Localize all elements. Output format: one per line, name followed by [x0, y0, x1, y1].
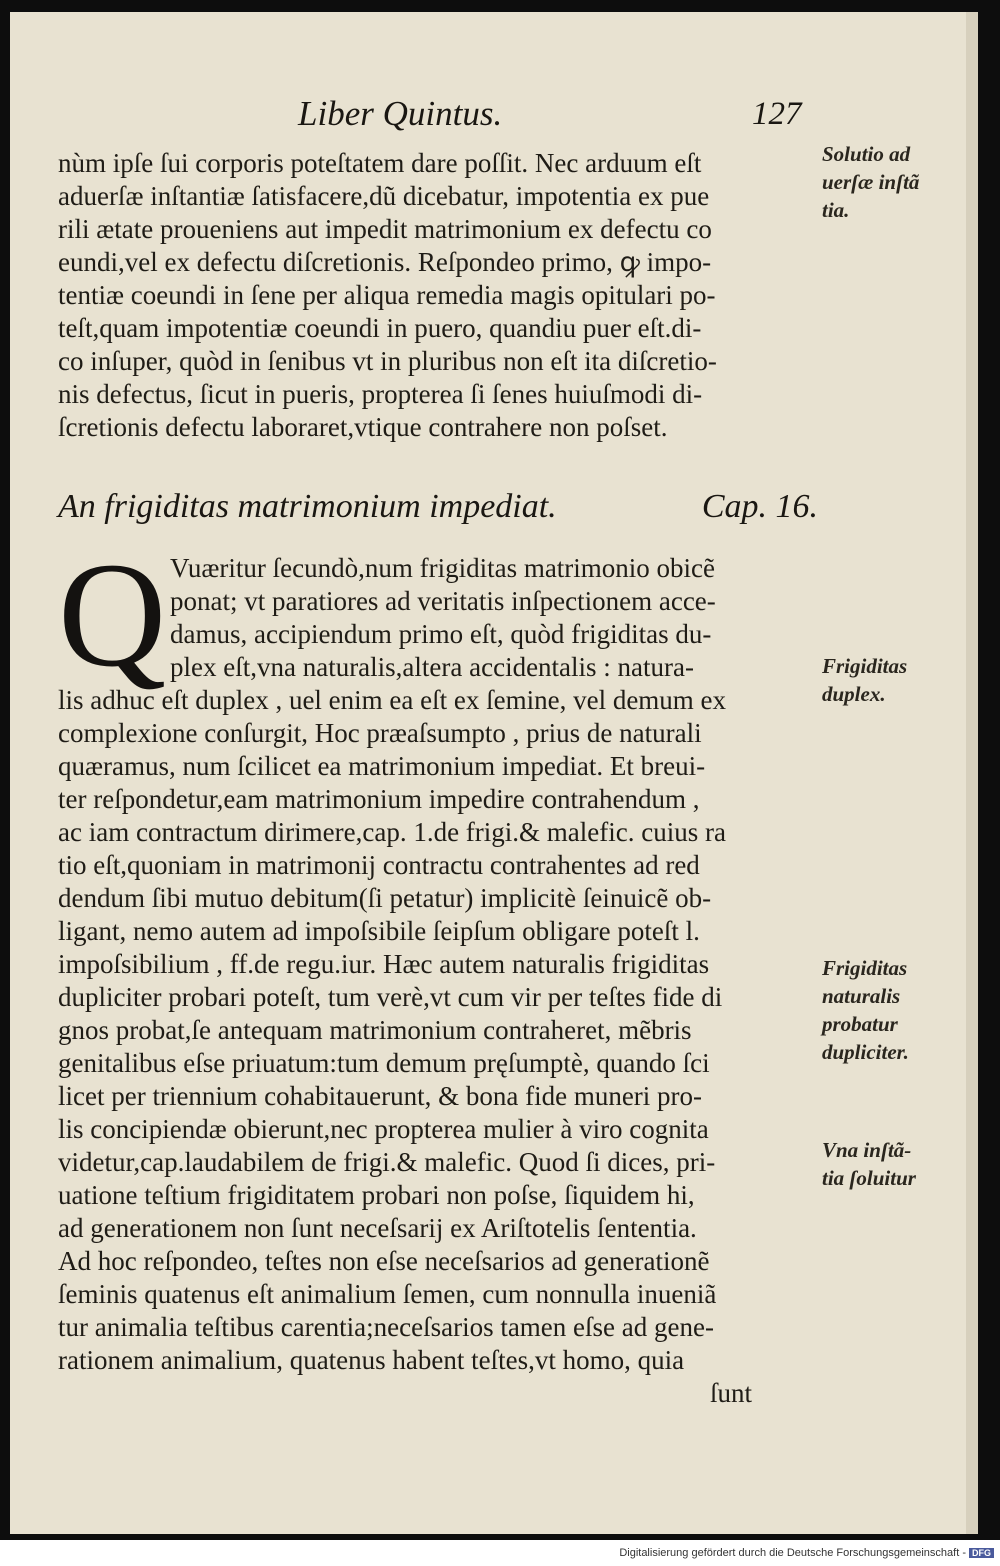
text-line: aduerſæ inſtantiæ ſatisfacere,dũ dicebatur, impotentia ex pue: [58, 181, 710, 211]
catchword: ſunt: [710, 1378, 753, 1408]
running-title: Liber Quintus.: [298, 94, 503, 133]
chapter-number: Cap. 16.: [701, 488, 818, 525]
text-line: lis adhuc eſt duplex , uel enim ea eſt ex ſemine, vel demum ex: [58, 685, 727, 715]
margin-note-line: duplex.: [822, 682, 886, 706]
margin-note-line: tia.: [822, 198, 850, 222]
text-line: damus, accipiendum primo eſt, quòd frigiditas du-: [170, 619, 712, 649]
text-line: ſcretionis defectu laboraret,vtique contrahere non poſset.: [58, 412, 668, 442]
text-line: ter reſpondetur,eam matrimonium impedire contrahendum ,: [58, 784, 700, 814]
text-line: tentiæ coeundi in ſene per aliqua remedia magis opitulari po-: [58, 280, 716, 310]
chapter-title: An frigiditas matrimonium impediat.: [58, 488, 557, 525]
text-line: plex eſt,vna naturalis,altera accidentalis : natura-: [170, 652, 695, 682]
text-line: tio eſt,quoniam in matrimonij contractu contrahentes ad red: [58, 850, 700, 880]
margin-note-line: tia ſoluitur: [822, 1166, 916, 1190]
text-line: ponat; vt paratiores ad veritatis inſpectionem acce-: [170, 586, 716, 616]
book-page: [10, 12, 978, 1534]
margin-note-line: Frigiditas: [822, 956, 908, 980]
text-line: ad generationem non ſunt neceſsarij ex Ariſtotelis ſententia.: [58, 1213, 697, 1243]
text-line: uatione teſtium frigiditatem probari non poſse, ſiquidem hi,: [58, 1180, 695, 1210]
text-line: videtur,cap.laudabilem de frigi.& malefic. Quod ſi dices, pri-: [58, 1147, 716, 1177]
text-line: impoſsibilium , ff.de regu.iur. Hæc autem naturalis frigiditas: [58, 949, 710, 979]
text-line: tur animalia teſtibus carentia;neceſsarios tamen eſse ad gene-: [58, 1312, 714, 1342]
text-line: dupliciter probari poteſt, tum verè,vt cum vir per teſtes fide di: [58, 982, 723, 1012]
text-line: Vuæritur ſecundò,num frigiditas matrimonio obicẽ: [170, 553, 716, 583]
margin-note-frigiditas-naturalis: [822, 954, 972, 1066]
margin-note-solutio: [822, 140, 972, 224]
text-line: Ad hoc reſpondeo, teſtes non eſse neceſsarios ad generationẽ: [58, 1246, 710, 1276]
text-line: ſeminis quatenus eſt animalium ſemen, cum nonnulla inueniã: [58, 1279, 717, 1309]
text-line: lis concipiendæ obierunt,nec propterea mulier à viro cognita: [58, 1114, 709, 1144]
margin-note-line: Vna inſtã-: [822, 1138, 912, 1162]
text-line: licet per triennium cohabitauerunt, & bona fide muneri pro-: [58, 1081, 703, 1111]
text-line: teſt,quam impotentiæ coeundi in puero, quandiu puer eſt.di-: [58, 313, 702, 343]
margin-note-frigiditas-duplex: [822, 652, 972, 708]
margin-note-line: probatur: [822, 1012, 898, 1036]
dfg-logo: DFG: [969, 1548, 994, 1558]
page-number: 127: [752, 96, 802, 132]
text-line: genitalibus eſse priuatum:tum demum pręſumptè, quando ſci: [58, 1048, 710, 1078]
text-line: complexione conſurgit, Hoc præaſsumpto , prius de naturali: [58, 718, 702, 748]
text-line: rili ætate proueniens aut impedit matrimonium ex defectu co: [58, 214, 712, 244]
text-line: dendum ſibi mutuo debitum(ſi petatur) implicitè ſeinuicẽ ob-: [58, 883, 712, 913]
text-line: eundi,vel ex defectu diſcretionis. Reſpondeo primo, ꝙ impo-: [58, 247, 712, 277]
margin-note-line: dupliciter.: [822, 1040, 909, 1064]
drop-cap: Q: [58, 532, 167, 698]
margin-note-line: Solutio ad: [822, 142, 911, 166]
margin-note-vna-instantia: [822, 1136, 972, 1192]
text-line: nùm ipſe ſui corporis poteſtatem dare poſſit. Nec arduum eſt: [58, 148, 702, 178]
text-line: ac iam contractum dirimere,cap. 1.de frigi.& malefic. cuius ra: [58, 817, 726, 847]
text-line: co inſuper, quòd in ſenibus vt in pluribus non eſt ita diſcretio-: [58, 346, 717, 376]
margin-note-line: Frigiditas: [822, 654, 908, 678]
margin-note-line: uerſæ inſtã: [822, 170, 920, 194]
text-line: ligant, nemo autem ad impoſsibile ſeipſum obligare poteſt l.: [58, 916, 700, 946]
margin-note-line: naturalis: [822, 984, 901, 1008]
page-header: [10, 94, 978, 144]
footer-text: Digitalisierung gefördert durch die Deutsche Forschungsgemeinschaft -: [619, 1547, 966, 1559]
text-line: nis defectus, ſicut in pueris, propterea ſi ſenes huiuſmodi di-: [58, 379, 703, 409]
text-line: rationem animalium, quatenus habent teſtes,vt homo, quia: [58, 1345, 685, 1375]
chapter-heading: [58, 488, 818, 526]
digitization-credit: [619, 1547, 994, 1559]
text-line: gnos probat,ſe antequam matrimonium contraheret, mẽbris: [58, 1015, 692, 1045]
text-line: quæramus, num ſcilicet ea matrimonium impediat. Et breui-: [58, 751, 706, 781]
